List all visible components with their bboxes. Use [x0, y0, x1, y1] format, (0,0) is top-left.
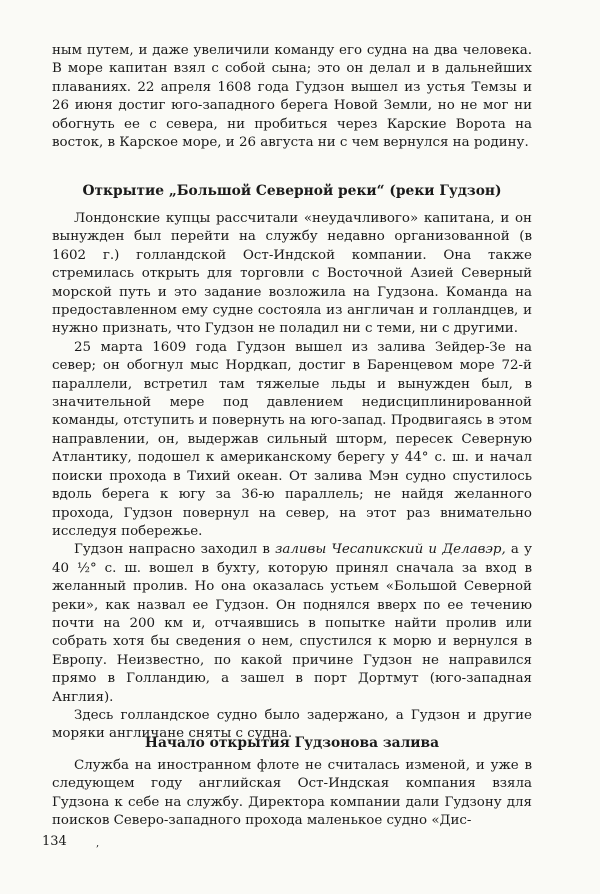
section1-text	[52, 210, 532, 744]
section1-paragraph-2: 25 марта 1609 года Гудзон вышел из залива Зейдер-Зе на север; он обогнул мыс Нордкап, достиг в Баренцевом море 72-й параллели, встретил там тяжелые льды и вынужден был, в значительной мере под давлением недисциплинированной команды, отступить и повернуть на юго-запад. Продвигаясь в этом направлении, он, выдержав сильный шторм, пересек Северную Атлантику, подошел к американскому берегу у 44° с. ш. и начал поиски прохода в Тихий океан. От залива Мэн судно спустилось вдоль берега к югу за 36-ю параллель; не найдя желанного прохода, Гудзон повернул на север, на этот раз внимательно исследуя побережье.	[52, 339, 532, 539]
footer-mark: ,	[96, 838, 100, 849]
paragraph-3-start: Гудзон напрасно заходил в	[74, 542, 270, 558]
page-number: 134	[42, 834, 67, 849]
paragraph-3-italic: заливы Чесапикский и Делавэр,	[275, 542, 506, 558]
paragraph-3-end: а у 40 ½° с. ш. вошел в бухту, которую принял сначала за вход в желанный пролив. Но она оказалась устьем «Большой Северной реки», как назвал ее Гудзон. Он поднялся вверх по ее течению почти на 200 км и, отчаявшись в попытке найти пролив или собрать хотя бы сведения о нем, спустился к морю и вернулся в Европу. Неизвестно, по какой причине Гудзон не направился прямо в Голландию, а зашел в порт Дортмут (юго-западная Англия).	[52, 542, 532, 705]
intro-paragraph: ным путем, и даже увеличили команду его судна на два человека. В море капитан взял с собой сына; это он делал и в дальнейших плаваниях. 22 апреля 1608 года Гудзон вышел из устья Темзы и 26 июня достиг юго-западного берега Новой Земли, но не мог ни обогнуть ее с севера, ни пробиться через Карские Ворота на восток, в Карское море, и 26 августа ни с чем вернулся на родину.	[52, 43, 532, 151]
section-heading-great-north-river: Открытие „Большой Северной реки“ (реки Гудзон)	[82, 183, 502, 199]
section1-paragraph-3	[52, 541, 532, 707]
section-heading-hudson-bay: Начало открытия Гудзонова залива	[144, 735, 440, 751]
section1-paragraph-1: Лондонские купцы рассчитали «неудачливого» капитана, и он вынужден был перейти на службу недавно организованной (в 1602 г.) голландской Ост-Индской компании. Она также стремилась открыть для торговли с Восточной Азией Северный морской путь и это задание возложила на Гудзона. Команда на предоставленном ему судне состояла из англичан и голландцев, и нужно признать, что Гудзон не поладил ни с теми, ни с другими.	[52, 211, 532, 337]
section2-text	[52, 757, 532, 831]
section1-paragraph-4: Здесь голландское судно было задержано, а Гудзон и другие моряки англичане сняты с судна.	[52, 707, 532, 742]
section2-paragraph-1: Служба на иностранном флоте не считалась изменой, и уже в следующем году английская Ост-Индская компания взяла Гудзона к себе на службу. Директора компании дали Гудзону для поисков Северо-западного прохода маленькое судно «Дис-	[52, 758, 532, 829]
intro-text	[52, 42, 532, 152]
